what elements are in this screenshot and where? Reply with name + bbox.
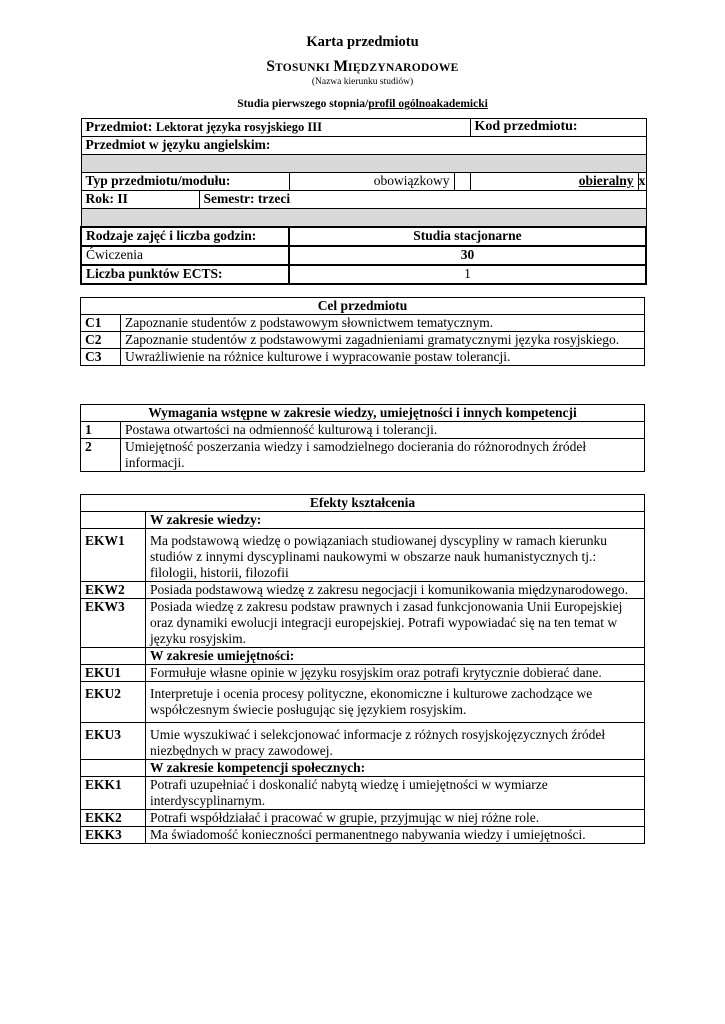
outcome-text: Interpretuje i ocenia procesy polityczne, ekonomiczne i kulturowe zachodzące we współczesnym świecie posługując się językiem rosyjskim. <box>146 682 645 723</box>
empty-cell <box>81 760 146 777</box>
goal-text: Zapoznanie studentów z podstawowym słownictwem tematycznym. <box>121 315 645 332</box>
knowledge-heading: W zakresie wiedzy: <box>146 512 645 529</box>
exercises-label: Ćwiczenia <box>81 246 289 265</box>
skills-heading: W zakresie umiejętności: <box>146 648 645 665</box>
course-goals-table <box>80 297 645 366</box>
competences-heading: W zakresie kompetencji społecznych: <box>146 760 645 777</box>
goals-heading: Cel przedmiotu <box>81 298 645 315</box>
outcome-code: EKU1 <box>81 665 146 682</box>
exercises-hours: 30 <box>289 246 646 265</box>
field-of-study-title: STOSUNKI MIĘDZYNARODOWE <box>266 58 459 75</box>
outcome-code: EKU3 <box>81 723 146 760</box>
outcome-code: EKW3 <box>81 599 146 648</box>
course-info-table <box>80 118 647 285</box>
field-of-study-caption: (Nazwa kierunku studiów) <box>311 77 414 87</box>
prerequisite-text: Umiejętność poszerzania wiedzy i samodzielnego docierania do różnorodnych źródeł informacji. <box>121 439 645 472</box>
outcome-code: EKK1 <box>81 777 146 810</box>
class-types-label: Rodzaje zajęć i liczba godzin: <box>81 227 289 246</box>
outcome-text: Potrafi uzupełniać i doskonalić nabytą wiedzę i umiejętności w wymiarze interdyscyplinarnym. <box>146 777 645 810</box>
outcome-code: EKK2 <box>81 810 146 827</box>
gray-separator <box>81 209 646 228</box>
course-code-label: Kod przedmiotu: <box>470 119 646 137</box>
gray-separator <box>81 155 646 173</box>
empty-cell <box>81 648 146 665</box>
subject-cell: Przedmiot: Lektorat języka rosyjskiego III <box>81 119 470 137</box>
type-obligatory: obowiązkowy <box>289 173 454 191</box>
type-label: Typ przedmiotu/modułu: <box>81 173 289 191</box>
full-time-studies-label: Studia stacjonarne <box>289 227 646 246</box>
document-title: Karta przedmiotu <box>306 34 419 50</box>
learning-outcomes-table <box>80 494 645 844</box>
prerequisites-table <box>80 404 645 472</box>
outcomes-heading: Efekty kształcenia <box>81 495 645 512</box>
prerequisites-heading: Wymagania wstępne w zakresie wiedzy, umiejętności i innych kompetencji <box>81 405 645 422</box>
english-name-label: Przedmiot w języku angielskim: <box>81 137 646 155</box>
type-elective: obieralny <box>470 173 638 191</box>
outcome-text: Formułuje własne opinie w języku rosyjskim oraz potrafi krytycznie dobierać dane. <box>146 665 645 682</box>
goal-text: Zapoznanie studentów z podstawowymi zagadnieniami gramatycznymi języka rosyjskiego. <box>121 332 645 349</box>
prerequisite-code: 2 <box>81 439 121 472</box>
outcome-text: Potrafi współdziałać i pracować w grupie, przyjmując w niej różne role. <box>146 810 645 827</box>
year-label: Rok: II <box>81 191 199 209</box>
outcome-code: EKU2 <box>81 682 146 723</box>
ects-label: Liczba punktów ECTS: <box>81 265 289 284</box>
outcome-code: EKK3 <box>81 827 146 844</box>
prerequisite-code: 1 <box>81 422 121 439</box>
goal-code: C3 <box>81 349 121 366</box>
outcome-text: Posiada podstawową wiedzę z zakresu negocjacji i komunikowania międzynarodowego. <box>146 582 645 599</box>
outcome-text: Posiada wiedzę z zakresu podstaw prawnych i zasad funkcjonowania Unii Europejskiej oraz dynamiki ewolucji integracji europejskiej. Potrafi wypowiadać się na ten temat w języku rosyjskim. <box>146 599 645 648</box>
studies-level: Studia pierwszego stopnia/profil ogólnoakademicki <box>237 98 488 110</box>
empty-cell <box>81 512 146 529</box>
type-obligatory-box <box>454 173 470 191</box>
outcome-text: Ma świadomość konieczności permanentnego nabywania wiedzy i umiejętności. <box>146 827 645 844</box>
outcome-code: EKW1 <box>81 529 146 582</box>
goal-code: C2 <box>81 332 121 349</box>
prerequisite-text: Postawa otwartości na odmienność kulturową i tolerancji. <box>121 422 645 439</box>
type-elective-mark: x <box>638 173 646 191</box>
outcome-text: Umie wyszukiwać i selekcjonować informacje z różnych rosyjskojęzycznych źródeł niezbędnych w pracy zawodowej. <box>146 723 645 760</box>
goal-code: C1 <box>81 315 121 332</box>
outcome-code: EKW2 <box>81 582 146 599</box>
ects-value: 1 <box>289 265 646 284</box>
semester-label: Semestr: trzeci <box>199 191 646 209</box>
goal-text: Uwrażliwienie na różnice kulturowe i wypracowanie postaw tolerancji. <box>121 349 645 366</box>
outcome-text: Ma podstawową wiedzę o powiązaniach studiowanej dyscypliny w ramach kierunku studiów z innymi dyscyplinami naukowymi w obszarze nauk humanistycznych tj.: filologii, historii, filozofii <box>146 529 645 582</box>
